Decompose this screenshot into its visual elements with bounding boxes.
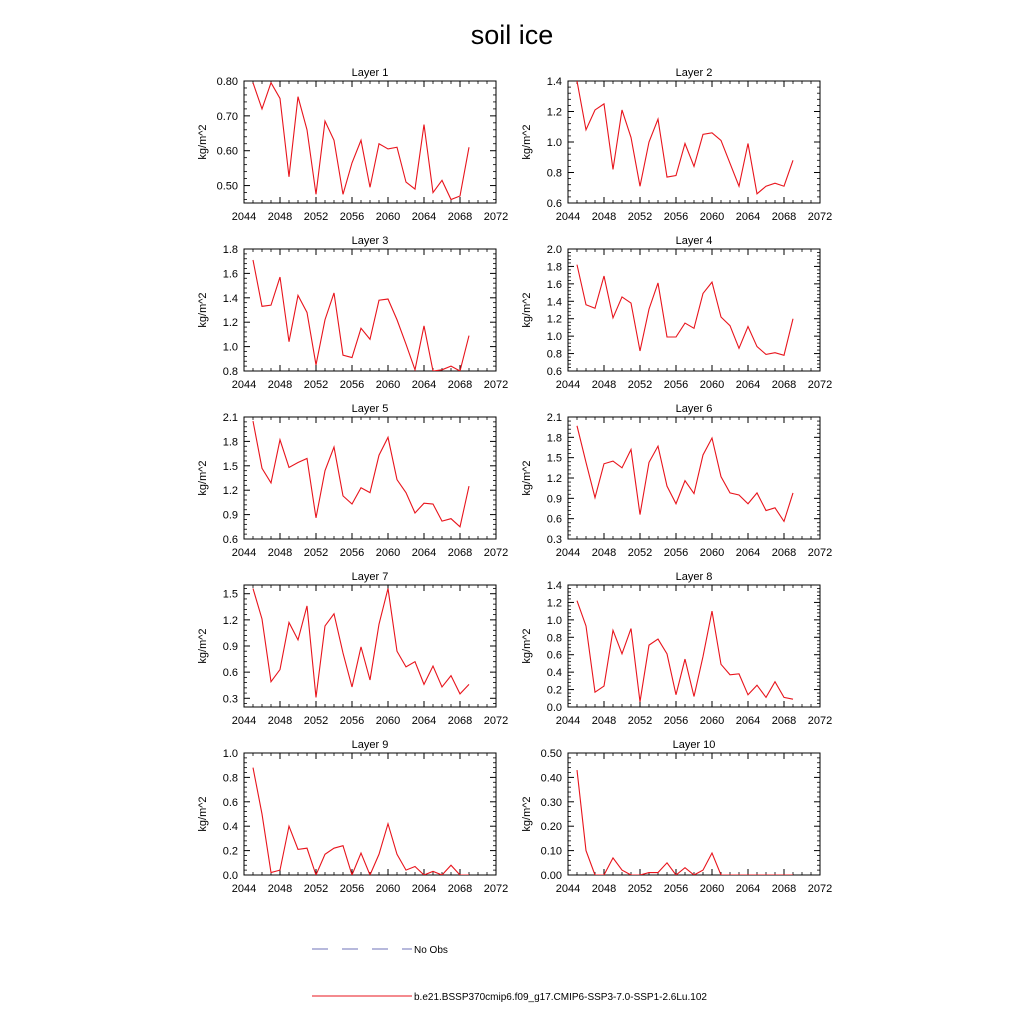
y-tick-label: 0.4: [546, 667, 562, 680]
y-tick-label: 1.8: [222, 244, 238, 256]
series-line-layer-6: [577, 426, 793, 522]
y-axis-label: kg/m^2: [521, 292, 533, 328]
y-tick-label: 1.6: [222, 268, 238, 281]
x-tick-label: 2072: [483, 715, 509, 727]
y-tick-label: 1.0: [222, 748, 238, 760]
panel-layer-4: [521, 235, 832, 391]
x-tick-label: 2044: [555, 547, 581, 559]
x-tick-label: 2064: [735, 883, 761, 895]
x-tick-label: 2072: [807, 883, 833, 895]
y-tick-label: 0.0: [222, 870, 238, 882]
x-tick-label: 2068: [771, 715, 797, 727]
y-tick-label: 1.2: [546, 473, 562, 485]
x-tick-label: 2052: [303, 715, 329, 727]
y-tick-label: 0.00: [540, 870, 562, 882]
x-tick-label: 2044: [231, 883, 257, 895]
x-tick-label: 2056: [663, 379, 689, 391]
y-tick-label: 1.2: [222, 485, 238, 498]
x-tick-label: 2052: [303, 379, 329, 391]
panel-title-layer-4: Layer 4: [675, 235, 713, 247]
y-tick-label: 0.6: [546, 513, 562, 526]
panel-layer-5: [197, 403, 508, 559]
x-tick-label: 2068: [771, 379, 797, 391]
x-tick-label: 2064: [411, 211, 437, 223]
x-tick-label: 2048: [591, 883, 617, 895]
x-tick-label: 2048: [267, 715, 293, 727]
y-tick-label: 1.2: [222, 317, 238, 330]
y-axis-label: kg/m^2: [197, 292, 209, 328]
y-tick-label: 1.5: [222, 588, 238, 601]
y-tick-label: 0.40: [540, 772, 562, 785]
y-axis-label: kg/m^2: [521, 124, 533, 160]
series-line-layer-1: [253, 83, 469, 200]
panel-title-layer-1: Layer 1: [351, 67, 389, 79]
x-tick-label: 2068: [771, 211, 797, 223]
x-tick-label: 2048: [591, 547, 617, 559]
y-tick-label: 0.50: [216, 180, 238, 193]
y-tick-label: 0.8: [546, 348, 562, 361]
x-tick-label: 2048: [267, 547, 293, 559]
y-axis-label: kg/m^2: [521, 796, 533, 832]
x-tick-label: 2044: [231, 715, 257, 727]
y-tick-label: 1.4: [546, 76, 562, 88]
y-tick-label: 0.8: [546, 632, 562, 645]
y-tick-label: 1.0: [546, 331, 562, 344]
y-tick-label: 1.2: [546, 106, 562, 119]
x-tick-label: 2060: [375, 715, 401, 727]
y-tick-label: 0.50: [540, 748, 562, 760]
y-tick-label: 0.9: [222, 641, 238, 653]
x-tick-label: 2044: [555, 883, 581, 895]
x-tick-label: 2048: [267, 211, 293, 223]
plot-frame: [568, 81, 820, 203]
x-tick-label: 2072: [483, 883, 509, 895]
x-tick-label: 2048: [591, 379, 617, 391]
y-tick-label: 1.8: [546, 432, 562, 445]
x-tick-label: 2052: [627, 211, 653, 223]
x-tick-label: 2048: [267, 379, 293, 391]
series-line-layer-3: [253, 260, 469, 371]
y-tick-label: 1.5: [222, 460, 238, 473]
y-tick-label: 1.2: [222, 614, 238, 627]
y-tick-label: 0.9: [546, 493, 562, 506]
y-tick-label: 0.6: [222, 796, 238, 809]
y-axis-label: kg/m^2: [197, 460, 209, 496]
y-axis-label: kg/m^2: [197, 124, 209, 160]
legend-model-label: b.e21.BSSP370cmip6.f09_g17.CMIP6-SSP3-7.0-SSP1-2.6Lu.102: [414, 992, 707, 1003]
x-tick-label: 2060: [375, 883, 401, 895]
x-tick-label: 2060: [375, 211, 401, 223]
y-tick-label: 0.6: [222, 667, 238, 680]
x-tick-label: 2044: [231, 547, 257, 559]
plot-frame: [568, 753, 820, 875]
x-tick-label: 2056: [663, 883, 689, 895]
legend: [312, 945, 707, 1003]
y-tick-label: 0.9: [222, 509, 238, 522]
x-tick-label: 2044: [555, 715, 581, 727]
x-tick-label: 2056: [663, 547, 689, 559]
x-tick-label: 2056: [663, 211, 689, 223]
y-tick-label: 0.30: [540, 796, 562, 809]
x-tick-label: 2060: [699, 379, 725, 391]
y-tick-label: 0.8: [222, 772, 238, 785]
y-tick-label: 1.0: [222, 341, 238, 354]
series-line-layer-5: [253, 421, 469, 527]
plot-frame: [568, 249, 820, 371]
y-tick-label: 1.6: [546, 278, 562, 291]
y-tick-label: 1.8: [546, 261, 562, 274]
y-tick-label: 0.2: [222, 845, 238, 858]
plot-frame: [568, 585, 820, 707]
series-line-layer-10: [577, 770, 793, 875]
x-tick-label: 2060: [375, 379, 401, 391]
x-tick-label: 2064: [735, 379, 761, 391]
x-tick-label: 2056: [339, 547, 365, 559]
x-tick-label: 2064: [411, 379, 437, 391]
series-line-layer-8: [577, 601, 793, 702]
y-tick-label: 0.6: [546, 366, 562, 378]
panel-grid: [197, 67, 832, 895]
x-tick-label: 2068: [447, 715, 473, 727]
panel-title-layer-3: Layer 3: [351, 235, 389, 247]
x-tick-label: 2060: [699, 211, 725, 223]
y-tick-label: 0.70: [216, 110, 238, 123]
y-tick-label: 0.6: [546, 649, 562, 662]
plot-frame: [568, 417, 820, 539]
x-tick-label: 2052: [627, 715, 653, 727]
x-tick-label: 2044: [555, 379, 581, 391]
x-tick-label: 2072: [807, 211, 833, 223]
plot-frame: [244, 417, 496, 539]
x-tick-label: 2056: [339, 211, 365, 223]
panel-layer-2: [521, 67, 832, 223]
y-tick-label: 0.60: [216, 145, 238, 158]
legend-obs-label: No Obs: [414, 945, 448, 956]
x-tick-label: 2044: [231, 379, 257, 391]
panel-layer-8: [521, 571, 832, 727]
y-tick-label: 1.2: [546, 313, 562, 326]
x-tick-label: 2072: [483, 211, 509, 223]
plot-frame: [244, 753, 496, 875]
x-tick-label: 2068: [447, 211, 473, 223]
x-tick-label: 2052: [627, 547, 653, 559]
x-tick-label: 2064: [411, 715, 437, 727]
y-tick-label: 1.4: [546, 296, 562, 309]
y-tick-label: 1.4: [222, 292, 238, 305]
x-tick-label: 2064: [411, 547, 437, 559]
x-tick-label: 2068: [447, 379, 473, 391]
x-tick-label: 2048: [267, 883, 293, 895]
y-tick-label: 1.0: [546, 614, 562, 627]
y-axis-label: kg/m^2: [521, 628, 533, 664]
y-tick-label: 1.5: [546, 452, 562, 465]
x-tick-label: 2068: [447, 883, 473, 895]
x-tick-label: 2052: [303, 211, 329, 223]
x-tick-label: 2052: [627, 379, 653, 391]
y-axis-label: kg/m^2: [197, 796, 209, 832]
series-line-layer-9: [253, 768, 469, 875]
y-tick-label: 0.0: [546, 702, 562, 714]
x-tick-label: 2072: [807, 547, 833, 559]
y-tick-label: 2.1: [222, 412, 238, 424]
y-tick-label: 0.6: [222, 534, 238, 546]
panel-layer-1: [197, 67, 508, 223]
x-tick-label: 2060: [375, 547, 401, 559]
x-tick-label: 2068: [447, 547, 473, 559]
x-tick-label: 2060: [699, 547, 725, 559]
y-tick-label: 0.2: [546, 684, 562, 697]
y-axis-label: kg/m^2: [521, 460, 533, 496]
y-tick-label: 0.10: [540, 845, 562, 858]
panel-title-layer-9: Layer 9: [351, 739, 389, 751]
y-tick-label: 1.0: [546, 137, 562, 149]
x-tick-label: 2048: [591, 715, 617, 727]
x-tick-label: 2044: [555, 211, 581, 223]
x-tick-label: 2072: [807, 715, 833, 727]
y-tick-label: 0.8: [222, 366, 238, 378]
y-axis-label: kg/m^2: [197, 628, 209, 664]
x-tick-label: 2060: [699, 883, 725, 895]
x-tick-label: 2072: [807, 379, 833, 391]
y-tick-label: 1.8: [222, 436, 238, 449]
panel-layer-7: [197, 571, 508, 727]
x-tick-label: 2064: [735, 211, 761, 223]
x-tick-label: 2064: [735, 715, 761, 727]
x-tick-label: 2056: [339, 715, 365, 727]
x-tick-label: 2052: [303, 547, 329, 559]
x-tick-label: 2048: [591, 211, 617, 223]
panel-title-layer-7: Layer 7: [351, 571, 389, 583]
y-tick-label: 0.20: [540, 821, 562, 834]
x-tick-label: 2044: [231, 211, 257, 223]
x-tick-label: 2056: [339, 379, 365, 391]
panel-layer-9: [197, 739, 508, 895]
y-tick-label: 0.8: [546, 167, 562, 180]
panel-layer-6: [521, 403, 832, 559]
panel-title-layer-6: Layer 6: [675, 403, 713, 415]
panel-title-layer-2: Layer 2: [675, 67, 713, 79]
panel-title-layer-8: Layer 8: [675, 571, 713, 583]
x-tick-label: 2072: [483, 379, 509, 391]
y-tick-label: 0.3: [222, 693, 238, 706]
x-tick-label: 2068: [771, 547, 797, 559]
y-tick-label: 0.6: [546, 198, 562, 210]
x-tick-label: 2072: [483, 547, 509, 559]
panel-title-layer-10: Layer 10: [672, 739, 716, 751]
x-tick-label: 2060: [699, 715, 725, 727]
series-line-layer-4: [577, 265, 793, 356]
y-tick-label: 1.4: [546, 580, 562, 592]
plot-frame: [244, 249, 496, 371]
x-tick-label: 2068: [771, 883, 797, 895]
x-tick-label: 2052: [627, 883, 653, 895]
series-line-layer-2: [577, 81, 793, 194]
panel-title-layer-5: Layer 5: [351, 403, 389, 415]
plot-frame: [244, 585, 496, 707]
series-line-layer-7: [253, 588, 469, 697]
y-tick-label: 1.2: [546, 597, 562, 610]
x-tick-label: 2056: [663, 715, 689, 727]
figure-title: soil ice: [470, 20, 554, 50]
y-tick-label: 0.4: [222, 821, 238, 834]
y-tick-label: 0.3: [546, 534, 562, 546]
y-tick-label: 0.80: [216, 76, 238, 88]
x-tick-label: 2056: [339, 883, 365, 895]
x-tick-label: 2052: [303, 883, 329, 895]
x-tick-label: 2064: [735, 547, 761, 559]
panel-layer-10: [521, 739, 832, 895]
y-tick-label: 2.1: [546, 412, 562, 424]
y-tick-label: 2.0: [546, 244, 562, 256]
x-tick-label: 2064: [411, 883, 437, 895]
panel-layer-3: [197, 235, 508, 391]
